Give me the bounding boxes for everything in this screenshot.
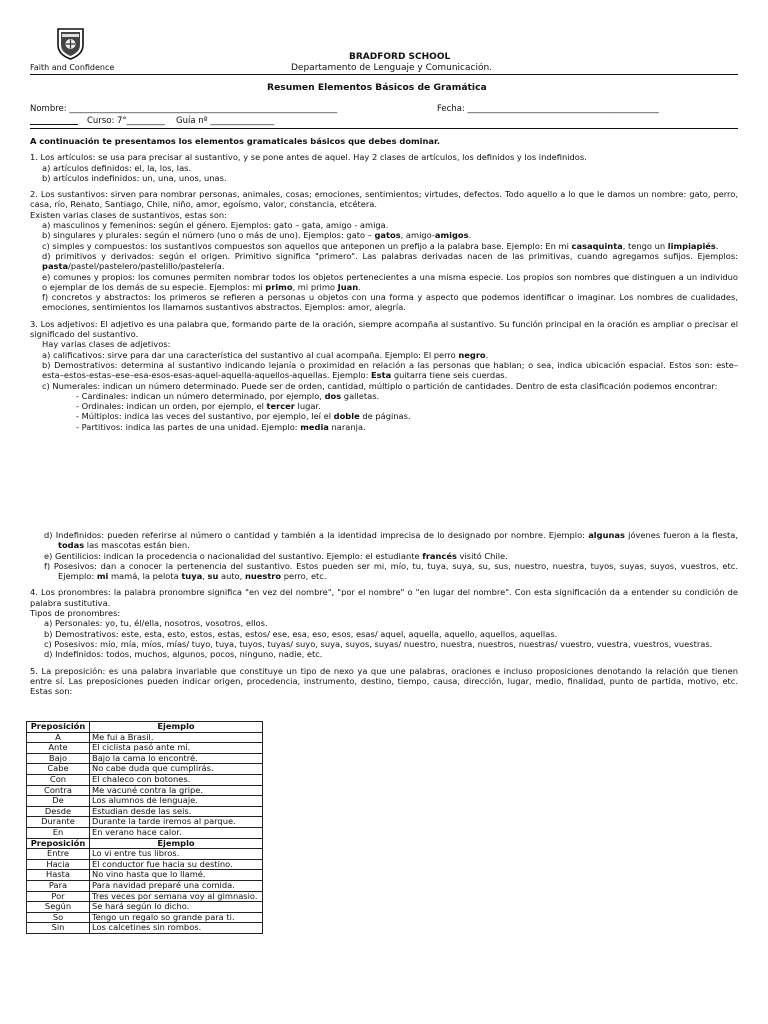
school-crest-logo [56,27,85,60]
sustantivos-item-d: d) primitivos y derivados: según el origen. Primitivo significa "primero". Las palabras derivadas nacen de las primitivas, cuando agregamos sufijos. Ejemplos: pasta/pastel/pastelero/pastelillo/pastelería. [42,250,738,272]
course-field[interactable]: Curso: 7°_________ [87,116,165,126]
preposition-cell: Según [27,902,90,913]
preposition-cell: Durante [27,817,90,828]
pronombres-item-c: c) Posesivos: mío, mía, míos, mías/ tuyo, tuya, tuyos, tuyas/ suyo, suya, suyos, suyas/ nuestro, nuestra, nuestros, nuestras/ vuestro, vuestra, vuestros, vuestras. [44,638,713,649]
prepositions-table [26,721,263,934]
guide-number-field[interactable]: Guía nº _______________ [176,116,275,126]
example-cell: Me fui a Brasil. [90,732,263,743]
preposition-cell: Cabe [27,764,90,775]
example-cell: Lo vi entre tus libros. [90,849,263,860]
example-cell: El ciclista pasó ante mí. [90,743,263,754]
intro-text: A continuación te presentamos los elementos gramaticales básicos que debes dominar. [30,136,441,146]
adjetivos-paragraph: 3. Los adjetivos: El adjetivo es una palabra que, formando parte de la oración, siempre acompaña al sustantivo. Su función principal en la oración es ampliar o precisar el significado del sustantivo. [30,318,738,340]
adjetivos-item-e: e) Gentilicios: indican la procedencia o nacionalidad del sustantivo. Ejemplo: el estudiante francés visitó Chile. [44,550,508,561]
example-cell: Durante la tarde iremos al parque. [90,817,263,828]
table-row [27,891,263,902]
sustantivos-intro: Existen varias clases de sustantivos, estas son: [30,209,227,220]
pronombres-item-b: b) Demostrativos: este, esta, esto, estos, estas, estos/ ese, esa, eso, esos, esas/ aquel, aquella, aquello, aquellos, aquellas. [44,628,558,639]
course-line-left [30,124,78,125]
table-row [27,732,263,743]
preposition-cell: A [27,732,90,743]
pronombres-item-d: d) Indefinidos: todos, muchos, algunos, pocos, ninguno, nadie, etc. [44,649,323,660]
sustantivos-item-e: e) comunes y propios: los comunes permiten nombrar todos los objetos pertenecientes a una misma especie. Los propios son nombres que distinguen a un individuo o ejemplar de los demás de su especie. Ejemplos: mi primo, mi primo Juan. [42,271,738,292]
articulos-item-a: a) artículos definidos: el, la, los, las. [42,162,192,173]
table-header-row [27,722,263,733]
table-row [27,870,263,881]
example-cell: Se hará según lo dicho. [90,902,263,913]
column-header-preposicion: Preposición [27,722,90,733]
adjetivos-intro: Hay varias clases de adjetivos: [42,339,171,350]
department: Departamento de Lenguaje y Comunicación. [291,63,493,73]
body-content [30,136,738,432]
preposition-cell: Ante [27,743,90,754]
preposition-cell: De [27,796,90,807]
pronombres-paragraph: 4. Los pronombres: la palabra pronombre significa "en vez del nombre", "por el nombre" o "en lugar del nombre". Con esta significación da a entender su condición de palabra sustitutiva. [30,587,738,608]
preposition-cell: Hasta [27,870,90,881]
column-header-preposicion: Preposición [27,838,90,849]
school-name: BRADFORD SCHOOL [349,52,451,62]
header-divider [30,74,738,75]
preposition-cell: Contra [27,785,90,796]
table-row [27,774,263,785]
body-content-continued [30,530,738,696]
table-row [27,753,263,764]
name-field[interactable]: Nombre: _______________________________________________________________ [30,104,338,114]
preposition-cell: Desde [27,806,90,817]
preposition-cell: Por [27,891,90,902]
adjetivos-item-d: d) Indefinidos: pueden referirse al número o cantidad y también a la identidad imprecisa de lo designado por nombre. Ejemplo: algunas jóvenes fueron a la fiesta, todas las mascotas están bien. [44,530,739,551]
preposition-cell: En [27,827,90,838]
preposition-cell: Hacia [27,859,90,870]
table-row [27,912,263,923]
column-header-ejemplo: Ejemplo [90,838,263,849]
table-row [27,902,263,913]
table-row [27,827,263,838]
table-row [27,923,263,934]
sustantivos-item-a: a) masculinos y femeninos: según el género. Ejemplos: gato – gata, amigo - amiga. [42,220,389,231]
sustantivos-paragraph: 2. Los sustantivos: sirven para nombrar personas, animales, cosas; emociones, sentimientos; virtudes, defectos. Todo aquello a lo que le damos un nombre: gato, perro, casa, río, Renato, Santiago, Chile, niño, amor, egoísmo, valor, constancia, etcétera. [30,189,738,210]
sustantivos-item-b: b) singulares y plurales: según el número (uno o más de uno). Ejemplos: gato – gatos, amigo-amigos. [42,230,472,241]
date-field[interactable]: Fecha: _____________________________________________ [437,104,659,114]
numeral-multiplos: - Múltiplos: indica las veces del sustantivo, por ejemplo, leí el doble de páginas. [76,411,411,422]
numeral-ordinales: - Ordinales: indican un orden, por ejemplo, el tercer lugar. [76,401,321,412]
example-cell: El chaleco con botones. [90,774,263,785]
table-row [27,743,263,754]
adjetivos-item-b: b) Demostrativos: determina al sustantivo indicando lejanía o proximidad en relación a las personas que hablan; o sea, indica ubicación espacial. Estos son: este–esta–estos-estas–ese–esa-esos-esas-aquel-aquella-aquellos-aquellas. Ejemplo: Esta guitarra tiene seis cuerdas. [42,359,738,381]
example-cell: Los alumnos de lenguaje. [90,796,263,807]
example-cell: No cabe duda que cumplirás. [90,764,263,775]
articulos-item-b: b) artículos indefinidos: un, una, unos, unas. [42,172,227,183]
adjetivos-item-a: a) calificativos: sirve para dar una característica del sustantivo al cual acompaña. Ejemplo: El perro negro. [42,349,489,360]
table-row [27,785,263,796]
adjetivos-item-f: f) Posesivos: dan a conocer la pertenencia del sustantivo. Estos pueden ser mi, mío, tu, tuya, suya, su, sus, nuestro, nuestra, tuyos, suyas, suyos, vuestros, etc. Ejemplo: mi mamá, la pelota tuya, su auto, nuestro perro, etc. [44,560,738,582]
table-row [27,796,263,807]
example-cell: Para navidad preparé una comida. [90,880,263,891]
articulos-paragraph: 1. Los artículos: se usa para precisar al sustantivo, y se pone antes de aquel. Hay 2 clases de artículos, los definidos y los indefinidos. [30,152,587,163]
sustantivos-item-f: f) concretos y abstractos: los primeros se refieren a personas u objetos con una forma y aspecto que podemos identificar o imaginar. Los nombres de cualidades, emociones, sentimientos los llamamos sustantivos abstractos. Ejemplos: amor, alegría. [42,292,738,313]
numeral-cardinales: - Cardinales: indican un número determinado, por ejemplo, dos galletas. [76,390,380,401]
preposicion-paragraph: 5. La preposición: es una palabra invariable que constituye un tipo de nexo ya que une palabras, oraciones e incluso proposiciones denotando la relación que tienen entre sí. Las preposiciones pueden indicar origen, procedencia, instrumento, destino, tiempo, causa, dirección, lugar, medio, finalidad, punto de partida, motivo, etc. Estas son: [30,665,738,697]
table-row [27,817,263,828]
form-divider [30,128,738,129]
pronombres-item-a: a) Personales: yo, tu, él/ella, nosotros, vosotros, ellos. [44,618,268,629]
table-row [27,880,263,891]
column-header-ejemplo: Ejemplo [90,722,263,733]
example-cell: El conductor fue hacia su destino. [90,859,263,870]
example-cell: No vino hasta que lo llamé. [90,870,263,881]
preposition-cell: Con [27,774,90,785]
table-header-row [27,838,263,849]
preposition-cell: Sin [27,923,90,934]
adjetivos-item-c: c) Numerales: indican un número determinado. Puede ser de orden, cantidad, múltiplo o partición de cantidades. Dentro de esta clasificación podemos encontrar: [42,380,718,391]
example-cell: En verano hace calor. [90,827,263,838]
example-cell: Bajo la cama lo encontré. [90,753,263,764]
preposition-cell: Para [27,880,90,891]
sustantivos-item-c: c) simples y compuestos: los sustantivos compuestos son aquellos que anteponen un prefijo a la palabra base. Ejemplo: En mi casaquinta, tengo un limpiapiés. [42,240,719,251]
example-cell: Los calcetines sin rombos. [90,923,263,934]
table-row [27,806,263,817]
example-cell: Me vacuné contra la gripe. [90,785,263,796]
document-title: Resumen Elementos Básicos de Gramática [267,82,487,93]
example-cell: Tengo un regalo so grande para ti. [90,912,263,923]
preposition-cell: Entre [27,849,90,860]
table-row [27,849,263,860]
school-motto: Faith and Confidence [30,63,115,72]
example-cell: Estudian desde las seis. [90,806,263,817]
preposition-cell: So [27,912,90,923]
numeral-partitivos: - Partitivos: indica las partes de una unidad. Ejemplo: media naranja. [76,421,366,432]
table-row [27,859,263,870]
example-cell: Tres veces por semana voy al gimnasio. [90,891,263,902]
pronombres-intro: Tipos de pronombres: [30,608,121,619]
preposition-cell: Bajo [27,753,90,764]
table-row [27,764,263,775]
